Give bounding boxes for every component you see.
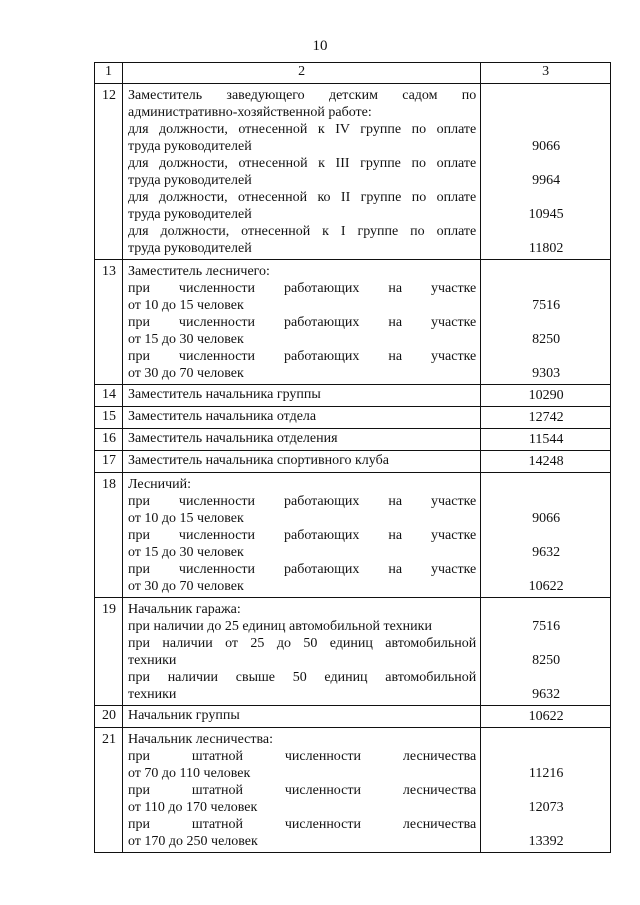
salary-value: 9066 [532,511,561,526]
condition-line: труда руководителей [127,139,252,154]
position-cell [122,84,480,260]
salary-value: 10622 [481,706,611,728]
column-header: 3 [481,63,611,84]
condition-line: от 15 до 30 человек [127,332,244,347]
position-title: Заместитель начальника спортивного клуба [122,451,480,473]
position-title: Лесничий: [127,477,192,492]
condition-line: для должности, отнесенной к III группе по оплате [127,156,477,171]
condition-line: от 10 до 15 человек [127,298,244,313]
table-row [95,385,611,407]
condition-line: при численности работающих на участке [127,315,477,330]
condition-line: для должности, отнесенной ко II группе по оплате [127,190,477,205]
condition-line: от 110 до 170 человек [127,800,258,815]
table-row [95,260,611,385]
condition-line: при численности работающих на участке [127,281,477,296]
condition-line: при численности работающих на участке [127,562,477,577]
condition-line: от 170 до 250 человек [127,834,258,849]
position-title: административно-хозяйственной работе: [127,105,372,120]
salary-value: 12742 [481,407,611,429]
row-number: 12 [95,84,123,260]
value-cell [481,598,611,706]
row-number: 17 [95,451,123,473]
table-row [95,84,611,260]
condition-line: при численности работающих на участке [127,528,477,543]
position-title: Заместитель начальника группы [122,385,480,407]
condition-line: техники [127,687,177,702]
row-number: 13 [95,260,123,385]
value-cell [481,84,611,260]
salary-value: 9303 [532,366,561,381]
table-row [95,706,611,728]
row-number: 18 [95,473,123,598]
salary-value: 9066 [532,139,561,154]
condition-line: труда руководителей [127,207,252,222]
salary-value: 8250 [532,332,561,347]
salary-value: 11216 [528,766,564,781]
table-row [95,451,611,473]
table-row [95,728,611,853]
value-cell [481,473,611,598]
value-cell [481,728,611,853]
position-cell [122,598,480,706]
row-number: 14 [95,385,123,407]
condition-line: от 10 до 15 человек [127,511,244,526]
row-number: 16 [95,429,123,451]
row-number: 15 [95,407,123,429]
condition-line: при штатной численности лесничества [127,749,477,764]
table-header-row [95,63,611,84]
position-title: Заместитель лесничего: [127,264,270,279]
table-row [95,473,611,598]
position-title: Начальник группы [122,706,480,728]
salary-value: 10945 [528,207,564,222]
table-row [95,598,611,706]
condition-line: от 70 до 110 человек [127,766,251,781]
condition-line: от 15 до 30 человек [127,545,244,560]
column-header: 2 [122,63,480,84]
salary-value: 9964 [532,173,561,188]
position-title: Заместитель заведующего детским садом по [127,88,477,103]
position-title: Начальник гаража: [127,602,241,617]
salary-value: 7516 [532,298,561,313]
condition-line: при численности работающих на участке [127,494,477,509]
condition-line: при наличии до 25 единиц автомобильной техники [127,619,432,634]
salary-value: 8250 [532,653,561,668]
salary-value: 14248 [481,451,611,473]
salary-value: 9632 [532,545,561,560]
condition-line: от 30 до 70 человек [127,366,244,381]
salary-value: 12073 [528,800,564,815]
position-cell [122,728,480,853]
column-header: 1 [95,63,123,84]
condition-line: труда руководителей [127,241,252,256]
condition-line: труда руководителей [127,173,252,188]
salary-value: 11544 [481,429,611,451]
position-cell [122,473,480,598]
condition-line: при наличии свыше 50 единиц автомобильной [127,670,477,685]
condition-line: при штатной численности лесничества [127,783,477,798]
row-number: 21 [95,728,123,853]
condition-line: для должности, отнесенной к I группе по оплате [127,224,477,239]
condition-line: для должности, отнесенной к IV группе по оплате [127,122,477,137]
salary-value: 13392 [528,834,564,849]
position-cell [122,260,480,385]
salary-value: 7516 [532,619,561,634]
salary-table [94,62,611,853]
row-number: 19 [95,598,123,706]
salary-value: 9632 [532,687,561,702]
condition-line: от 30 до 70 человек [127,579,244,594]
salary-value: 10622 [528,579,564,594]
condition-line: при наличии от 25 до 50 единиц автомобильной [127,636,477,651]
position-title: Заместитель начальника отдела [122,407,480,429]
row-number: 20 [95,706,123,728]
value-cell [481,260,611,385]
salary-value: 10290 [481,385,611,407]
position-title: Начальник лесничества: [127,732,273,747]
table-row [95,429,611,451]
condition-line: при штатной численности лесничества [127,817,477,832]
condition-line: техники [127,653,177,668]
position-title: Заместитель начальника отделения [122,429,480,451]
salary-value: 11802 [528,241,564,256]
page-number: 10 [312,38,328,54]
table-row [95,407,611,429]
condition-line: при численности работающих на участке [127,349,477,364]
